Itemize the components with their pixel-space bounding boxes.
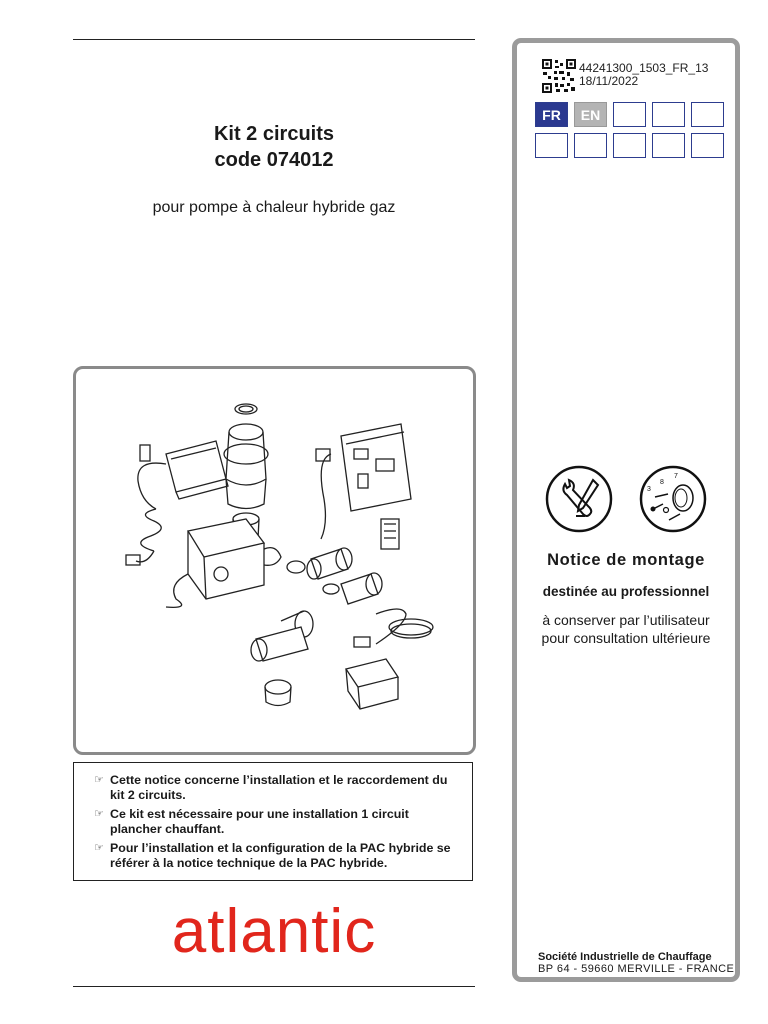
kit-components-drawing [76,369,473,752]
language-slot [652,102,685,127]
notes-box [73,762,473,881]
note-text: Pour l’installation et la configuration de la PAC hybride se référer à la notice technique de la PAC hybride. [110,841,451,870]
language-slot [652,133,685,158]
note-text: Cette notice concerne l’installation et le raccordement du kit 2 circuits. [110,773,448,802]
language-slot [691,102,724,127]
parts-label: 8 [660,479,664,486]
notice-keep-line-1: à conserver par l’utilisateur [542,612,710,628]
language-slot [613,102,646,127]
notice-keep-line-2: pour consultation ultérieure [541,629,711,646]
language-en[interactable]: EN [574,102,607,127]
company-name: Société Industrielle de Chauffage [538,951,712,963]
parts-label: 7 [674,473,678,480]
pointing-hand-icon: ☞ [94,774,104,786]
subtitle: pour pompe à chaleur hybride gaz [152,199,396,216]
parts-label: 3 [647,486,651,493]
notice-audience: destinée au professionnel [542,584,710,599]
language-slot [691,133,724,158]
pointing-hand-icon: ☞ [94,808,104,820]
company-address: BP 64 - 59660 MERVILLE - FRANCE [538,963,735,975]
qr-code-icon [542,59,576,93]
atlantic-logo-text: atlantic [171,898,377,966]
title-line-2: code 074012 [214,149,334,171]
language-fr[interactable]: FR [535,102,568,127]
notice-title: Notice de montage [547,551,705,569]
language-slot [613,133,646,158]
side-panel [512,38,740,982]
parts-icon [641,467,705,531]
document-reference [579,62,708,88]
kit-illustration-frame [73,366,476,755]
pointing-hand-icon: ☞ [94,842,104,854]
assembly-icons [543,464,713,534]
document-number: 44241300_1503_FR_13 [579,61,709,75]
atlantic-logo [124,898,424,968]
note-text: Ce kit est nécessaire pour une installation 1 circuit plancher chauffant. [110,807,409,836]
notice-keep [517,612,735,647]
document-date: 18/11/2022 [579,74,639,88]
title-line-1: Kit 2 circuits [213,123,335,145]
note-item [96,807,460,837]
top-rule [73,39,475,40]
tools-icon [547,467,611,531]
note-item [96,773,460,803]
bottom-rule [73,986,475,987]
company-block [538,951,734,975]
language-slot [574,133,607,158]
language-slot [535,133,568,158]
note-item [96,841,460,871]
